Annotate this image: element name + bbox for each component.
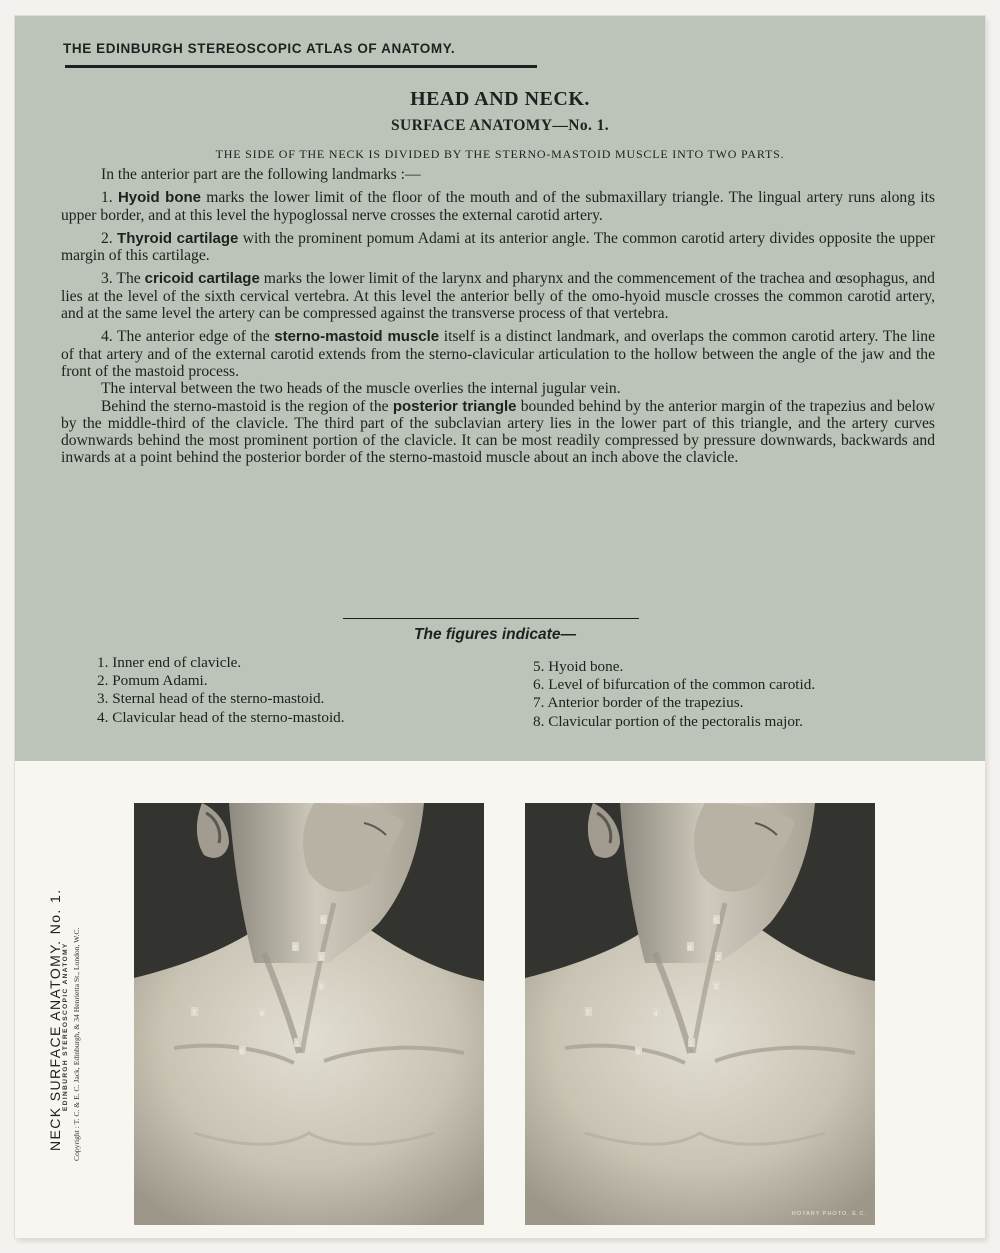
photo-label: 7 xyxy=(586,1010,590,1017)
landmark-number: 4. The anterior edge of the xyxy=(101,328,270,346)
photo-label: 6 xyxy=(293,945,297,952)
landmark-number: 2. xyxy=(101,229,113,247)
landmark-term: sterno-mastoid muscle xyxy=(274,328,440,346)
photo-label: 1 xyxy=(689,1041,693,1048)
neck-photo-illustration xyxy=(134,803,484,1225)
neck-photo-illustration xyxy=(525,803,875,1225)
photo-label: 3 xyxy=(319,984,323,991)
landmarks-intro: In the anterior part are the following landmarks :— xyxy=(101,166,421,183)
posterior-text-before: Behind the sterno-mastoid is the region of the xyxy=(101,397,389,415)
photo-label: 4 xyxy=(654,1011,658,1018)
photographer-mark: ROTARY PHOTO. E.C. xyxy=(791,1211,867,1217)
landmark-number: 1. xyxy=(101,189,113,207)
page-subtitle: SURFACE ANATOMY—No. 1. xyxy=(390,117,610,134)
figure-item: 4. Clavicular head of the sterno-mastoid. xyxy=(97,708,345,726)
side-title: NECK SURFACE ANATOMY. No. 1. xyxy=(47,888,63,1151)
landmark-term: Thyroid cartilage xyxy=(117,229,239,247)
photo-label: 4 xyxy=(260,1011,264,1018)
figures-list-right xyxy=(533,658,815,731)
stereo-photo-right xyxy=(525,803,875,1225)
landmark-paragraph xyxy=(61,230,935,265)
side-publisher: EDINBURGH STEREOSCOPIC ANATOMY xyxy=(62,942,69,1111)
landmark-number: 3. The xyxy=(101,270,141,288)
photo-label: 2 xyxy=(319,955,323,962)
figure-item: 6. Level of bifurcation of the common carotid. xyxy=(533,676,816,694)
division-statement: THE SIDE OF THE NECK IS DIVIDED BY THE STERNO-MASTOID MUSCLE INTO TWO PARTS. xyxy=(215,147,785,161)
figure-item: 8. Clavicular portion of the pectoralis major. xyxy=(533,712,803,730)
photo-label: 5 xyxy=(321,918,325,925)
landmark-text: with the prominent pomum Adami at its anterior angle. The common carotid artery divides opposite the upper margin of this cartilage. xyxy=(61,229,935,265)
figures-heading: The figures indicate— xyxy=(414,626,576,643)
landmarks-text xyxy=(61,166,935,467)
text-panel xyxy=(15,16,985,761)
stereo-photo-left xyxy=(134,803,484,1225)
posterior-triangle-paragraph xyxy=(61,398,935,467)
posterior-text-after: bounded behind by the anterior margin of the trapezius and below by the middle-third of the clavicle. The third part of the subclavian artery lies in the lower part of this triangle, and the artery curves downwards behind the most prominent portion of the clavicle. It can be most readily compressed by pressure downwards, backwards and inwards at a point behind the posterior border of the sterno-mastoid muscle about an inch above the clavicle. xyxy=(61,397,935,467)
posterior-triangle-term: posterior triangle xyxy=(392,397,517,415)
photo-label: 8 xyxy=(240,1049,244,1056)
landmark-paragraph xyxy=(61,270,935,322)
landmark-text: marks the lower limit of the floor of the mouth and of the submaxillary triangle. The lingual artery runs along its upper border, and at this level the hypoglossal nerve crosses the external carotid artery. xyxy=(61,189,935,224)
figure-item: 2. Pomum Adami. xyxy=(97,672,208,690)
landmark-paragraph xyxy=(61,328,935,380)
landmark-text: itself is a distinct landmark, and overlaps the common carotid artery. The line of that artery and of the external carotid extends from the sterno-clavicular articulation to the hollow between the angle of the jaw and the front of the mastoid process. xyxy=(61,328,935,380)
photo-label: 8 xyxy=(636,1049,640,1056)
landmark-term: cricoid cartilage xyxy=(144,270,260,288)
interval-paragraph: The interval between the two heads of the muscle overlies the internal jugular vein. xyxy=(101,380,621,398)
stereograph-card xyxy=(15,16,985,1238)
title-underline xyxy=(65,65,537,68)
copyright-line: Copyright : T. C. & E. C. Jack, Edinburgh, & 34 Henrietta St., London, W.C. xyxy=(72,927,81,1161)
figures-list-left xyxy=(97,654,345,727)
photo-label: 2 xyxy=(716,955,720,962)
figure-item: 5. Hyoid bone. xyxy=(533,658,624,675)
landmark-paragraph xyxy=(61,189,935,224)
photo-label: 6 xyxy=(688,945,692,952)
atlas-title: THE EDINBURGH STEREOSCOPIC ATLAS OF ANATOMY. xyxy=(63,41,456,56)
figure-item: 3. Sternal head of the sterno-mastoid. xyxy=(97,690,325,708)
photo-label: 1 xyxy=(295,1041,299,1048)
section-divider xyxy=(343,618,639,619)
figure-item: 7. Anterior border of the trapezius. xyxy=(533,694,744,712)
landmark-term: Hyoid bone xyxy=(117,189,201,207)
photo-label: 7 xyxy=(192,1010,196,1017)
photo-label: 3 xyxy=(714,984,718,991)
landmark-text: marks the lower limit of the larynx and pharynx and the commencement of the trachea and œsophagus, and lies at the level of the sixth cervical vertebra. At this level the anterior belly of the omo-hyoid muscle crosses the common carotid artery, and at the same level the artery can be compressed against the transverse process of that vertebra. xyxy=(61,270,935,323)
figure-item: 1. Inner end of clavicle. xyxy=(97,654,242,671)
stereo-panel xyxy=(15,761,985,1238)
photo-label: 5 xyxy=(714,918,718,925)
page-title: HEAD AND NECK. xyxy=(410,88,590,110)
